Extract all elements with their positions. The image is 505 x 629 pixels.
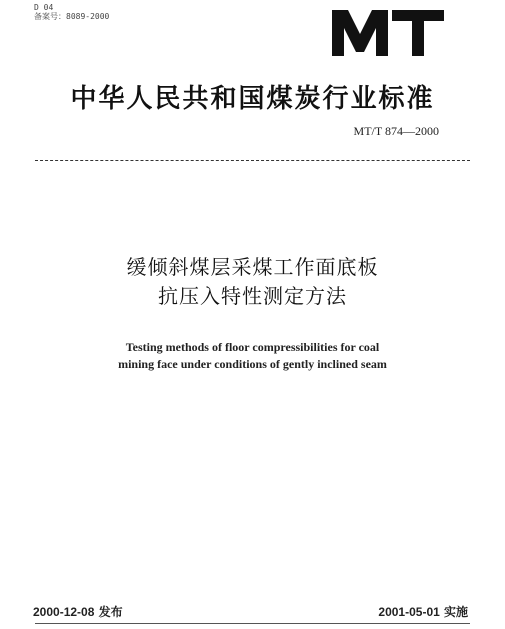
effective-date-value: 2001-05-01 [378, 605, 440, 619]
english-title [0, 339, 505, 373]
effective-label: 实施 [443, 605, 468, 619]
classification-block [34, 3, 109, 21]
footer-divider [35, 623, 470, 624]
header-divider [35, 160, 470, 161]
classification-code: D 04 [34, 3, 54, 12]
effective-date [378, 603, 468, 620]
issue-label: 发布 [98, 605, 123, 619]
filing-number: 备案号：8089-2000 [34, 12, 110, 21]
mt-logo [328, 4, 448, 60]
chinese-title-line2: 抗压入特性测定方法 [158, 284, 347, 308]
issue-date-value: 2000-12-08 [33, 605, 95, 619]
english-title-line2: mining face under conditions of gently inclined seam [118, 357, 387, 371]
mt-logo-graphic [328, 4, 448, 60]
english-title-line1: Testing methods of floor compressibilities for coal [125, 340, 380, 354]
chinese-title-line1: 缓倾斜煤层采煤工作面底板 [126, 255, 379, 279]
organization-title: 中华人民共和国煤炭行业标准 [70, 84, 435, 114]
issue-date [33, 603, 123, 620]
chinese-title [0, 253, 505, 311]
standard-number: MT/T 874—2000 [353, 124, 439, 138]
